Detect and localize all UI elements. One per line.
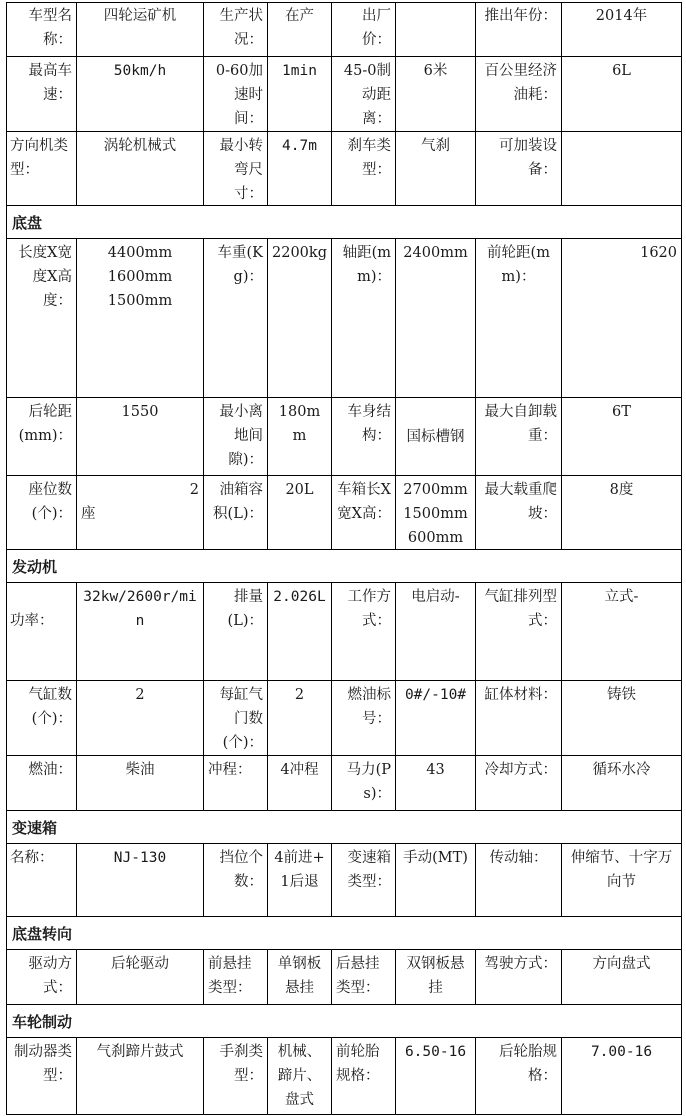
section-title-steering: 底盘转向 bbox=[6, 917, 682, 950]
value-cylinder-layout: 立式- bbox=[562, 583, 682, 681]
value-production-status: 在产 bbox=[268, 2, 332, 57]
label-braking-distance: 45-0制动距离： bbox=[332, 57, 396, 132]
label-rear-suspension: 后悬挂类型： bbox=[332, 950, 396, 1005]
value-max-grade: 8度 bbox=[562, 476, 682, 550]
section-title-brakes: 车轮制动 bbox=[6, 1005, 682, 1038]
label-optional-equipment: 可加装设备： bbox=[476, 132, 562, 206]
label-wheelbase: 轴距(mm)： bbox=[332, 239, 396, 398]
label-transmission-type: 变速箱类型： bbox=[332, 844, 396, 917]
value-gearbox-name: NJ-130 bbox=[77, 844, 204, 917]
label-cargo-box-size: 车箱长X宽X高： bbox=[332, 476, 396, 550]
label-curb-weight: 车重(Kg)： bbox=[204, 239, 268, 398]
label-cooling: 冷却方式： bbox=[476, 756, 562, 811]
value-cylinders: 2 bbox=[77, 681, 204, 756]
value-valves-per-cylinder: 2 bbox=[268, 681, 332, 756]
value-gear-count: 4前进+1后退 bbox=[268, 844, 332, 917]
label-start-mode: 工作方式： bbox=[332, 583, 396, 681]
value-box-width: 1500mm bbox=[403, 506, 468, 522]
label-body-structure: 车身结构： bbox=[332, 398, 396, 476]
value-front-tire: 6.50-16 bbox=[396, 1038, 476, 1115]
section-title-gearbox: 变速箱 bbox=[6, 811, 682, 844]
label-rear-tire: 后轮胎规格： bbox=[476, 1038, 562, 1115]
section-title-engine: 发动机 bbox=[6, 550, 682, 583]
value-factory-price bbox=[396, 2, 476, 57]
label-driving-mode: 驾驶方式： bbox=[476, 950, 562, 1005]
label-acceleration: 0-60加速时间： bbox=[204, 57, 268, 132]
value-brake-type: 气刹 bbox=[396, 132, 476, 206]
label-power: 功率： bbox=[6, 583, 77, 681]
value-fuel-grade: 0#/-10# bbox=[396, 681, 476, 756]
label-brake-type-detail: 制动器类型： bbox=[6, 1038, 77, 1115]
label-dimensions: 长度X宽度X高度： bbox=[6, 239, 77, 398]
value-top-speed: 50km/h bbox=[77, 57, 204, 132]
value-transmission-type: 手动(MT) bbox=[396, 844, 476, 917]
value-curb-weight: 2200kg bbox=[268, 239, 332, 398]
value-acceleration: 1min bbox=[268, 57, 332, 132]
value-turning-radius: 4.7m bbox=[268, 132, 332, 206]
label-factory-price: 出厂价： bbox=[332, 2, 396, 57]
label-horsepower: 马力(Ps)： bbox=[332, 756, 396, 811]
label-seats: 座位数(个)： bbox=[6, 476, 77, 550]
value-fuel-tank: 20L bbox=[268, 476, 332, 550]
label-front-track: 前轮距(mm)： bbox=[476, 239, 562, 398]
value-steering-type: 涡轮机械式 bbox=[77, 132, 204, 206]
value-drive-mode: 后轮驱动 bbox=[77, 950, 204, 1005]
value-launch-year: 2014年 bbox=[562, 2, 682, 57]
label-front-suspension: 前悬挂类型： bbox=[204, 950, 268, 1005]
label-fuel-tank: 油箱容积(L)： bbox=[204, 476, 268, 550]
value-fuel: 柴油 bbox=[77, 756, 204, 811]
label-fuel-consumption: 百公里经济油耗： bbox=[476, 57, 562, 132]
label-gear-count: 挡位个数： bbox=[204, 844, 268, 917]
label-fuel: 燃油： bbox=[6, 756, 77, 811]
value-rear-tire: 7.00-16 bbox=[562, 1038, 682, 1115]
value-seats-number: 2 bbox=[189, 482, 199, 498]
section-title-chassis: 底盘 bbox=[6, 206, 682, 239]
value-drive-shaft: 伸缩节、十字万向节 bbox=[562, 844, 682, 917]
value-optional-equipment bbox=[562, 132, 682, 206]
value-box-height: 600mm bbox=[407, 530, 464, 546]
value-driving-mode: 方向盘式 bbox=[562, 950, 682, 1005]
label-drive-shaft: 传动轴： bbox=[476, 844, 562, 917]
value-brake-type-detail: 气刹蹄片鼓式 bbox=[77, 1038, 204, 1115]
value-height: 1500mm bbox=[107, 293, 173, 309]
label-model-name: 车型名称： bbox=[6, 2, 77, 57]
label-stroke: 冲程： bbox=[204, 756, 268, 811]
label-max-dump-load: 最大自卸载重： bbox=[476, 398, 562, 476]
value-block-material: 铸铁 bbox=[562, 681, 682, 756]
value-length: 4400mm bbox=[107, 245, 173, 261]
value-rear-suspension: 双钢板悬挂 bbox=[396, 950, 476, 1005]
value-stroke: 4冲程 bbox=[268, 756, 332, 811]
label-fuel-grade: 燃油标号： bbox=[332, 681, 396, 756]
value-dimensions bbox=[77, 239, 204, 398]
label-brake-type: 刹车类型： bbox=[332, 132, 396, 206]
value-braking-distance: 6米 bbox=[396, 57, 476, 132]
label-cylinder-layout: 气缸排列型式： bbox=[476, 583, 562, 681]
value-front-track: 1620 bbox=[562, 239, 682, 398]
label-cylinders: 气缸数(个)： bbox=[6, 681, 77, 756]
label-production-status: 生产状况： bbox=[204, 2, 268, 57]
label-handbrake-type: 手刹类型： bbox=[204, 1038, 268, 1115]
label-max-grade: 最大载重爬坡： bbox=[476, 476, 562, 550]
label-block-material: 缸体材料： bbox=[476, 681, 562, 756]
value-ground-clearance: 180mm bbox=[268, 398, 332, 476]
value-front-suspension: 单钢板悬挂 bbox=[268, 950, 332, 1005]
label-valves-per-cylinder: 每缸气门数(个)： bbox=[204, 681, 268, 756]
label-front-tire: 前轮胎规格： bbox=[332, 1038, 396, 1115]
value-model-name: 四轮运矿机 bbox=[77, 2, 204, 57]
label-displacement: 排量(L)： bbox=[204, 583, 268, 681]
label-rear-track: 后轮距(mm)： bbox=[6, 398, 77, 476]
value-max-dump-load: 6T bbox=[562, 398, 682, 476]
value-displacement: 2.026L bbox=[268, 583, 332, 681]
value-fuel-consumption: 6L bbox=[562, 57, 682, 132]
value-wheelbase: 2400mm bbox=[396, 239, 476, 398]
label-drive-mode: 驱动方式： bbox=[6, 950, 77, 1005]
label-gearbox-name: 名称： bbox=[6, 844, 77, 917]
label-top-speed: 最高车速： bbox=[6, 57, 77, 132]
value-seats bbox=[77, 476, 204, 550]
label-turning-radius: 最小转弯尺寸： bbox=[204, 132, 268, 206]
label-steering-type: 方向机类型： bbox=[6, 132, 77, 206]
value-width: 1600mm bbox=[107, 269, 173, 285]
value-horsepower: 43 bbox=[396, 756, 476, 811]
label-ground-clearance: 最小离地间隙)： bbox=[204, 398, 268, 476]
value-handbrake-type: 机械、蹄片、盘式 bbox=[268, 1038, 332, 1115]
value-rear-track: 1550 bbox=[77, 398, 204, 476]
value-cargo-box-size bbox=[396, 476, 476, 550]
value-power: 32kw/2600r/min bbox=[77, 583, 204, 681]
value-cooling: 循环水冷 bbox=[562, 756, 682, 811]
value-start-mode: 电启动- bbox=[396, 583, 476, 681]
value-body-structure: 国标槽钢 bbox=[396, 398, 476, 476]
value-box-length: 2700mm bbox=[403, 482, 468, 498]
value-seats-unit: 座 bbox=[81, 506, 96, 522]
label-launch-year: 推出年份： bbox=[476, 2, 562, 57]
